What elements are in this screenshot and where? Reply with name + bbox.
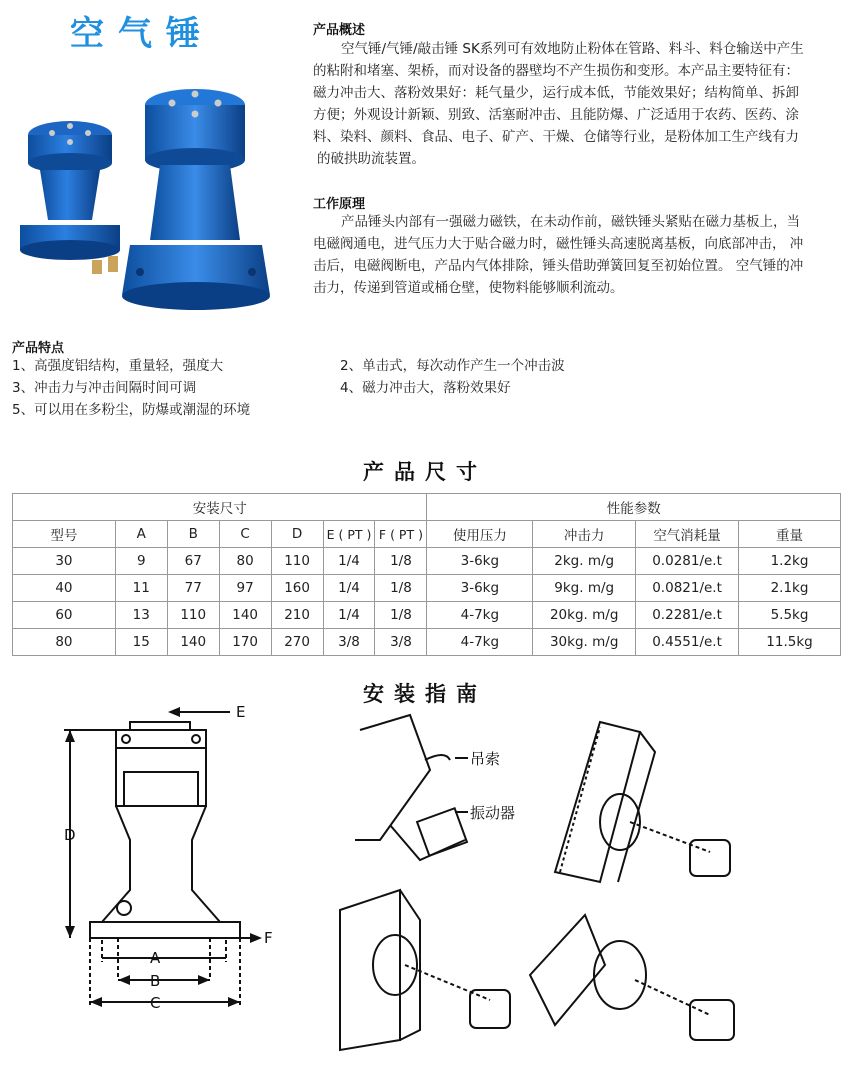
perf-group-header: 性能参数 xyxy=(427,494,841,521)
table-cell: 210 xyxy=(271,602,323,629)
table-cell: 1.2kg xyxy=(739,548,841,575)
label-d: D xyxy=(64,826,76,844)
table-cell: 15 xyxy=(115,629,167,656)
hopper-install-drawing xyxy=(350,710,540,880)
label-c: C xyxy=(150,994,161,1012)
principle-line: 电磁阀通电，进气压力大于贴合磁力时，磁性锤头高速脱离基板，向底部冲击， 冲 xyxy=(313,236,804,252)
table-cell: 0.0821/e.t xyxy=(636,575,739,602)
table-cell: 9kg. m/g xyxy=(533,575,636,602)
table-cell: 13 xyxy=(115,602,167,629)
overview-line: 的粘附和堵塞、架桥，而对设备的器壁均不产生损伤和变形。本产品主要特征有： xyxy=(313,63,799,79)
dimension-drawing xyxy=(50,700,290,1020)
feature-item: 5、可以用在多粉尘，防爆或潮湿的环境 xyxy=(12,402,251,418)
features-heading: 产品特点 xyxy=(12,341,65,356)
column-header: B xyxy=(167,521,219,548)
table-row xyxy=(13,548,841,575)
table-cell: 270 xyxy=(271,629,323,656)
table-cell: 80 xyxy=(219,548,271,575)
table-cell: 2.1kg xyxy=(739,575,841,602)
install-title: 安装指南 xyxy=(363,682,487,706)
column-header: F ( PT ) xyxy=(375,521,427,548)
label-a: A xyxy=(150,949,161,967)
table-cell: 3/8 xyxy=(375,629,427,656)
table-cell: 77 xyxy=(167,575,219,602)
overview-line: 方便；外观设计新颖、别致、活塞耐冲击、且能防爆、广泛适用于农药、医药、涂 xyxy=(313,107,799,123)
table-cell: 140 xyxy=(167,629,219,656)
table-cell: 0.0281/e.t xyxy=(636,548,739,575)
table-cell: 4-7kg xyxy=(427,629,533,656)
beam-install-drawing-2 xyxy=(320,880,530,1055)
table-cell: 1/4 xyxy=(323,575,375,602)
table-cell: 0.4551/e.t xyxy=(636,629,739,656)
table-cell: 80 xyxy=(13,629,116,656)
table-cell: 30kg. m/g xyxy=(533,629,636,656)
table-row xyxy=(13,629,841,656)
dimensions-title: 产品尺寸 xyxy=(363,460,487,484)
label-e: E xyxy=(236,703,246,721)
principle-line: 击后，电磁阀断电，产品内气体排除，锤头借助弹簧回复至初始位置。 空气锤的冲 xyxy=(313,258,804,274)
table-cell: 110 xyxy=(167,602,219,629)
feature-item: 1、高强度铝结构，重量轻，强度大 xyxy=(12,358,224,374)
column-header: 空气消耗量 xyxy=(636,521,739,548)
feature-item: 2、单击式，每次动作产生一个冲击波 xyxy=(340,358,565,374)
overview-line: 料、染料、颜料、食品、电子、矿产、干燥、仓储等行业，是粉体加工生产线有力 xyxy=(313,129,799,145)
beam-install-drawing-1 xyxy=(540,712,750,887)
overview-heading: 产品概述 xyxy=(313,23,366,38)
table-cell: 3-6kg xyxy=(427,575,533,602)
principle-line: 击力，传递到管道或桶仓壁，使物料能够顺利流动。 xyxy=(313,280,624,296)
principle-heading: 工作原理 xyxy=(313,197,366,212)
table-row xyxy=(13,602,841,629)
label-sling: 吊索 xyxy=(470,750,501,768)
table-cell: 67 xyxy=(167,548,219,575)
table-cell: 3/8 xyxy=(323,629,375,656)
table-cell: 60 xyxy=(13,602,116,629)
table-row xyxy=(13,575,841,602)
table-cell: 1/4 xyxy=(323,602,375,629)
table-cell: 40 xyxy=(13,575,116,602)
feature-item: 3、冲击力与冲击间隔时间可调 xyxy=(12,380,197,396)
overview-line: 磁力冲击大、落粉效果好：耗气量少，运行成本低，节能效果好；结构简单、拆卸 xyxy=(313,85,799,101)
principle-line: 产品锤头内部有一强磁力磁铁，在未动作前，磁铁锤头紧贴在磁力基板上，当 xyxy=(341,214,800,230)
column-header: A xyxy=(115,521,167,548)
column-header: 型号 xyxy=(13,521,116,548)
overview-line: 的破拱助流装置。 xyxy=(317,151,425,167)
label-f: F xyxy=(264,929,273,947)
overview-text xyxy=(313,38,843,170)
table-cell: 20kg. m/g xyxy=(533,602,636,629)
table-cell: 160 xyxy=(271,575,323,602)
table-cell: 11.5kg xyxy=(739,629,841,656)
table-header-row xyxy=(13,521,841,548)
column-header: 冲击力 xyxy=(533,521,636,548)
table-cell: 0.2281/e.t xyxy=(636,602,739,629)
table-cell: 4-7kg xyxy=(427,602,533,629)
table-cell: 1/4 xyxy=(323,548,375,575)
table-cell: 97 xyxy=(219,575,271,602)
table-cell: 110 xyxy=(271,548,323,575)
spec-table xyxy=(12,493,841,656)
column-header: 使用压力 xyxy=(427,521,533,548)
column-header: E ( PT ) xyxy=(323,521,375,548)
column-header: 重量 xyxy=(739,521,841,548)
page-title: 空气锤 xyxy=(70,14,214,54)
product-photo xyxy=(10,60,290,320)
column-header: C xyxy=(219,521,271,548)
overview-line: 空气锤/气锤/敲击锤 SK系列可有效地防止粉体在管路、料斗、料仓输送中产生 xyxy=(341,41,804,57)
beam-install-drawing-3 xyxy=(525,905,750,1065)
table-cell: 3-6kg xyxy=(427,548,533,575)
table-cell: 140 xyxy=(219,602,271,629)
table-cell: 5.5kg xyxy=(739,602,841,629)
table-cell: 170 xyxy=(219,629,271,656)
table-cell: 1/8 xyxy=(375,602,427,629)
column-header: D xyxy=(271,521,323,548)
table-group-header-row xyxy=(13,494,841,521)
install-group-header: 安装尺寸 xyxy=(13,494,427,521)
table-cell: 1/8 xyxy=(375,575,427,602)
table-cell: 2kg. m/g xyxy=(533,548,636,575)
principle-text xyxy=(313,211,843,299)
label-vibrator: 振动器 xyxy=(470,804,516,822)
table-cell: 1/8 xyxy=(375,548,427,575)
table-cell: 30 xyxy=(13,548,116,575)
feature-item: 4、磁力冲击大，落粉效果好 xyxy=(340,380,511,396)
table-cell: 11 xyxy=(115,575,167,602)
table-cell: 9 xyxy=(115,548,167,575)
label-b: B xyxy=(150,972,161,990)
